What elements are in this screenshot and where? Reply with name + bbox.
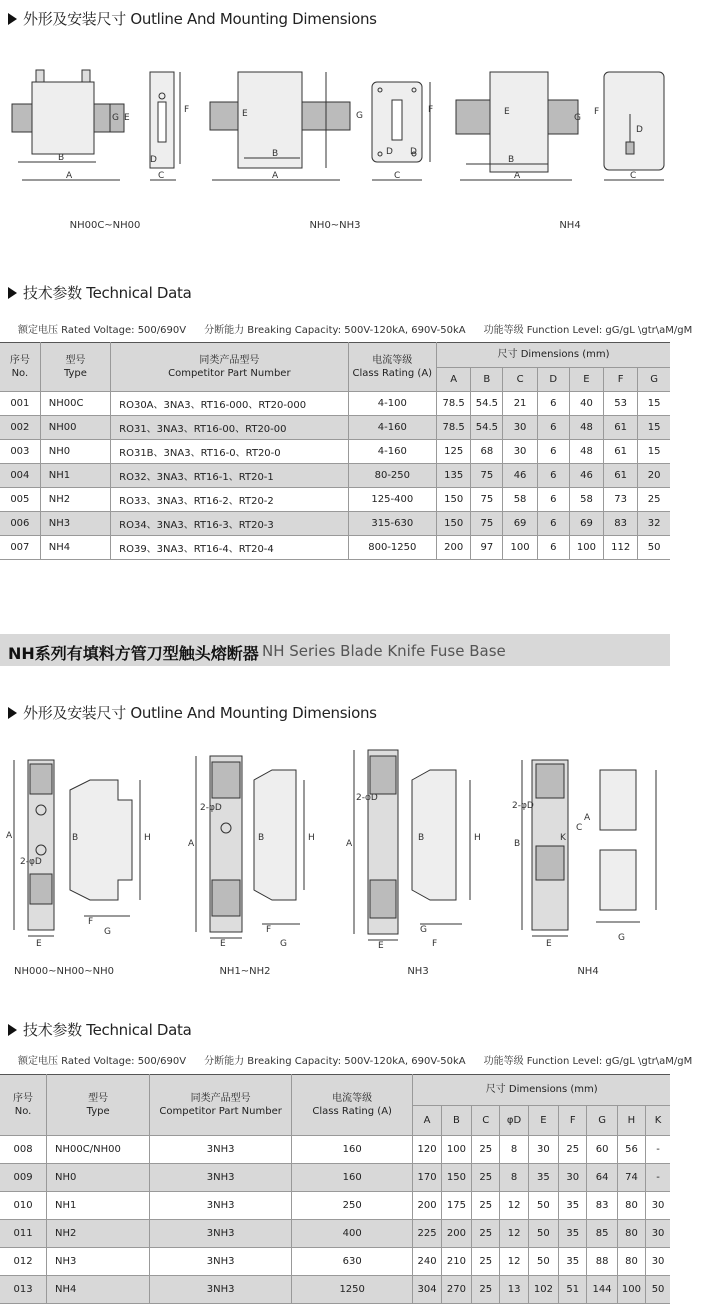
table-cell: 88 — [587, 1248, 617, 1276]
banner-title: NH系列有填料方管刀型触头熔断器 — [8, 644, 259, 663]
params-line-1 — [18, 321, 710, 336]
table-cell: 25 — [472, 1220, 500, 1248]
svg-text:E: E — [378, 941, 384, 951]
table-cell: 200 — [437, 536, 471, 560]
table-cell: 400 — [291, 1220, 412, 1248]
function-level: 功能等级 Function Level: gG/gL \gtr\aM/gM — [483, 325, 693, 336]
svg-text:C: C — [576, 823, 583, 833]
table-cell: NH2 — [47, 1220, 150, 1248]
table-cell: 13 — [500, 1276, 528, 1304]
col-no: 序号 No. — [0, 343, 40, 392]
outline-title-1: 外形及安装尺寸 Outline And Mounting Dimensions — [8, 8, 377, 29]
table-cell: RO31、3NA3、RT16-00、RT20-00 — [111, 416, 348, 440]
table-cell: 25 — [559, 1136, 587, 1164]
svg-text:B: B — [272, 149, 279, 159]
table-cell: 6 — [537, 512, 569, 536]
svg-text:B: B — [258, 833, 265, 843]
table-row — [0, 1164, 670, 1192]
table-cell: 304 — [413, 1276, 441, 1304]
dim-col-header: H — [617, 1105, 645, 1136]
table-cell: 48 — [569, 440, 603, 464]
function-level: 功能等级 Function Level: gG/gL \gtr\aM/gM — [483, 1056, 693, 1067]
table-cell: NH1 — [47, 1192, 150, 1220]
svg-text:F: F — [432, 939, 438, 949]
table-cell: 6 — [537, 416, 569, 440]
table-row — [0, 416, 670, 440]
table-cell: 150 — [437, 488, 471, 512]
svg-text:A: A — [6, 831, 13, 841]
table-cell: 004 — [0, 464, 40, 488]
svg-text:F: F — [184, 105, 190, 115]
tech-title-2: 技术参数 Technical Data — [8, 1019, 192, 1040]
svg-text:A: A — [584, 813, 591, 823]
table-cell: NH00 — [40, 416, 110, 440]
table-cell: NH4 — [40, 536, 110, 560]
drawing-caption-nh4: NH4 — [559, 220, 581, 231]
table-row — [0, 1248, 670, 1276]
table-row — [0, 512, 670, 536]
table-cell: 78.5 — [437, 416, 471, 440]
table-cell: 73 — [604, 488, 638, 512]
table-cell: 75 — [471, 464, 503, 488]
table-cell: 6 — [537, 392, 569, 416]
table-cell: 54.5 — [471, 416, 503, 440]
svg-text:G: G — [112, 113, 119, 123]
table-cell: 64 — [587, 1164, 617, 1192]
dim-col-header: B — [441, 1105, 471, 1136]
svg-text:G: G — [356, 111, 363, 121]
svg-text:F: F — [428, 105, 434, 115]
table-cell: 6 — [537, 440, 569, 464]
svg-text:E: E — [546, 939, 552, 949]
table-cell: 50 — [528, 1192, 558, 1220]
table-cell: 80 — [617, 1220, 645, 1248]
table-cell: 4-100 — [348, 392, 437, 416]
table-cell: 69 — [569, 512, 603, 536]
col-dimensions: 尺寸 Dimensions (mm) — [437, 343, 670, 368]
table-cell: 97 — [471, 536, 503, 560]
dim-col-header: B — [471, 367, 503, 392]
table-cell: 60 — [587, 1136, 617, 1164]
svg-text:E: E — [124, 113, 130, 123]
table-cell: RO32、3NA3、RT16-1、RT20-1 — [111, 464, 348, 488]
table-cell: 009 — [0, 1164, 47, 1192]
table-cell: 170 — [413, 1164, 441, 1192]
svg-text:E: E — [504, 107, 510, 117]
params-line-2 — [18, 1052, 710, 1067]
table-cell: 005 — [0, 488, 40, 512]
table-cell: 75 — [471, 512, 503, 536]
table-row — [0, 1192, 670, 1220]
table-cell: 120 — [413, 1136, 441, 1164]
table-cell: 007 — [0, 536, 40, 560]
triangle-bullet-icon — [8, 707, 17, 719]
col-type: 型号 Type — [47, 1075, 150, 1136]
table-cell: 3NH3 — [150, 1192, 292, 1220]
table-cell: 210 — [441, 1248, 471, 1276]
svg-text:A: A — [346, 839, 353, 849]
table-cell: 8 — [500, 1164, 528, 1192]
table-cell: 35 — [559, 1192, 587, 1220]
table-cell: 30 — [528, 1136, 558, 1164]
table-cell: 74 — [617, 1164, 645, 1192]
table-cell: 25 — [638, 488, 670, 512]
col-competitor: 同类产品型号 Competitor Part Number — [111, 343, 348, 392]
product-banner — [0, 634, 670, 666]
rated-voltage: 额定电压 Rated Voltage: 500/690V — [18, 1056, 187, 1067]
svg-text:B: B — [418, 833, 425, 843]
table-cell: 200 — [441, 1220, 471, 1248]
table-cell: 3NH3 — [150, 1220, 292, 1248]
drawing-caption-nh1-nh2: NH1~NH2 — [219, 966, 271, 977]
table-cell: 68 — [471, 440, 503, 464]
svg-text:G: G — [420, 925, 427, 935]
table-cell: 35 — [528, 1164, 558, 1192]
table-cell: 4-160 — [348, 440, 437, 464]
table-cell: 78.5 — [437, 392, 471, 416]
table-cell: 100 — [503, 536, 537, 560]
table-cell: 008 — [0, 1136, 47, 1164]
svg-text:E: E — [36, 939, 42, 949]
svg-text:F: F — [88, 917, 94, 927]
table-cell: 35 — [559, 1220, 587, 1248]
table-cell: 6 — [537, 488, 569, 512]
dim-col-header: G — [587, 1105, 617, 1136]
svg-text:H: H — [308, 833, 315, 843]
table-cell: 1250 — [291, 1276, 412, 1304]
table-cell: 800-1250 — [348, 536, 437, 560]
drawing-caption-nh4-base: NH4 — [577, 966, 599, 977]
table-cell: NH3 — [40, 512, 110, 536]
table-cell: 135 — [437, 464, 471, 488]
svg-text:B: B — [58, 153, 65, 163]
svg-text:A: A — [272, 171, 279, 181]
table-cell: NH1 — [40, 464, 110, 488]
table-cell: 15 — [638, 392, 670, 416]
svg-text:E: E — [242, 109, 248, 119]
table-cell: 40 — [569, 392, 603, 416]
table-cell: NH2 — [40, 488, 110, 512]
table-cell: 83 — [604, 512, 638, 536]
table-cell: 6 — [537, 536, 569, 560]
table-cell: 013 — [0, 1276, 47, 1304]
col-competitor: 同类产品型号 Competitor Part Number — [150, 1075, 292, 1136]
table-cell: RO39、3NA3、RT16-4、RT20-4 — [111, 536, 348, 560]
table-cell: NH0 — [47, 1164, 150, 1192]
table-cell: 30 — [503, 416, 537, 440]
svg-text:D: D — [386, 147, 393, 157]
table-cell: 010 — [0, 1192, 47, 1220]
table-row — [0, 536, 670, 560]
svg-text:F: F — [266, 925, 272, 935]
tech-title-1: 技术参数 Technical Data — [8, 282, 192, 303]
table-cell: 80-250 — [348, 464, 437, 488]
table-cell: 54.5 — [471, 392, 503, 416]
table-cell: 75 — [471, 488, 503, 512]
table-cell: 46 — [503, 464, 537, 488]
dim-col-header: φD — [500, 1105, 528, 1136]
table-cell: 002 — [0, 416, 40, 440]
drawing-caption-nh000: NH000~NH00~NH0 — [14, 966, 114, 977]
table-cell: - — [646, 1136, 670, 1164]
svg-text:2-φD: 2-φD — [200, 803, 222, 813]
svg-text:C: C — [394, 171, 401, 181]
table-cell: 102 — [528, 1276, 558, 1304]
table-cell: 100 — [569, 536, 603, 560]
table-cell: 003 — [0, 440, 40, 464]
table-cell: 3NH3 — [150, 1248, 292, 1276]
table-cell: 225 — [413, 1220, 441, 1248]
table-cell: 50 — [638, 536, 670, 560]
table-cell: NH0 — [40, 440, 110, 464]
table-cell: 250 — [291, 1192, 412, 1220]
table-cell: NH3 — [47, 1248, 150, 1276]
table-cell: 15 — [638, 440, 670, 464]
table-cell: 3NH3 — [150, 1276, 292, 1304]
svg-text:A: A — [188, 839, 195, 849]
col-class-rating: 电流等级 Class Rating (A) — [348, 343, 437, 392]
table-cell: 160 — [291, 1136, 412, 1164]
table-cell: 200 — [413, 1192, 441, 1220]
table-cell: 15 — [638, 416, 670, 440]
triangle-bullet-icon — [8, 13, 17, 25]
svg-text:C: C — [158, 171, 165, 181]
col-dimensions: 尺寸 Dimensions (mm) — [413, 1075, 670, 1106]
svg-text:B: B — [72, 833, 79, 843]
dim-col-header: F — [559, 1105, 587, 1136]
table-cell: 30 — [646, 1220, 670, 1248]
svg-text:F: F — [594, 107, 600, 117]
table-cell: 6 — [537, 464, 569, 488]
dim-col-header: E — [528, 1105, 558, 1136]
table-cell: 150 — [441, 1164, 471, 1192]
table-cell: 12 — [500, 1248, 528, 1276]
table-cell: NH00C/NH00 — [47, 1136, 150, 1164]
table-cell: 112 — [604, 536, 638, 560]
table-cell: 83 — [587, 1192, 617, 1220]
svg-text:G: G — [574, 113, 581, 123]
table-cell: 21 — [503, 392, 537, 416]
table-cell: 56 — [617, 1136, 645, 1164]
col-type: 型号 Type — [40, 343, 110, 392]
drawing-caption-nh00c: NH00C~NH00 — [69, 220, 141, 231]
rated-voltage: 额定电压 Rated Voltage: 500/690V — [18, 325, 187, 336]
table-cell: 46 — [569, 464, 603, 488]
table-cell: 58 — [569, 488, 603, 512]
table-cell: 175 — [441, 1192, 471, 1220]
table-cell: 51 — [559, 1276, 587, 1304]
table-cell: 20 — [638, 464, 670, 488]
table-cell: 61 — [604, 440, 638, 464]
table-cell: 001 — [0, 392, 40, 416]
dim-col-header: C — [472, 1105, 500, 1136]
svg-text:H: H — [474, 833, 481, 843]
svg-text:B: B — [514, 839, 521, 849]
table-cell: 012 — [0, 1248, 47, 1276]
table-cell: 80 — [617, 1248, 645, 1276]
tech-table-1 — [0, 342, 670, 560]
triangle-bullet-icon — [8, 287, 17, 299]
table-cell: 61 — [604, 464, 638, 488]
table-cell: 4-160 — [348, 416, 437, 440]
svg-text:B: B — [508, 155, 515, 165]
dim-col-header: E — [569, 367, 603, 392]
svg-text:G: G — [618, 933, 625, 943]
table-cell: 48 — [569, 416, 603, 440]
table-cell: 50 — [528, 1220, 558, 1248]
col-no: 序号 No. — [0, 1075, 47, 1136]
table-cell: 150 — [437, 512, 471, 536]
table-row — [0, 440, 670, 464]
table-row — [0, 464, 670, 488]
col-class-rating: 电流等级 Class Rating (A) — [291, 1075, 412, 1136]
svg-text:D: D — [150, 155, 157, 165]
table-cell: 50 — [646, 1276, 670, 1304]
table-cell: 25 — [472, 1276, 500, 1304]
drawing-caption-nh3: NH3 — [407, 966, 429, 977]
table-cell: 85 — [587, 1220, 617, 1248]
table-cell: 100 — [441, 1136, 471, 1164]
dim-col-header: A — [437, 367, 471, 392]
dim-col-header: D — [537, 367, 569, 392]
table-cell: NH00C — [40, 392, 110, 416]
svg-text:D: D — [636, 125, 643, 135]
dim-col-header: C — [503, 367, 537, 392]
svg-text:G: G — [280, 939, 287, 949]
table-cell: 8 — [500, 1136, 528, 1164]
table-cell: RO31B、3NA3、RT16-0、RT20-0 — [111, 440, 348, 464]
svg-text:C: C — [630, 171, 637, 181]
table-cell: RO34、3NA3、RT16-3、RT20-3 — [111, 512, 348, 536]
svg-text:A: A — [66, 171, 73, 181]
table-cell: - — [646, 1164, 670, 1192]
table-cell: 30 — [559, 1164, 587, 1192]
dim-col-header: A — [413, 1105, 441, 1136]
table-cell: 3NH3 — [150, 1136, 292, 1164]
drawing-caption-nh0-nh3: NH0~NH3 — [309, 220, 361, 231]
table-cell: NH4 — [47, 1276, 150, 1304]
fuse-drawings-1 — [0, 52, 670, 212]
table-cell: 315-630 — [348, 512, 437, 536]
dim-col-header: F — [604, 367, 638, 392]
svg-text:A: A — [514, 171, 521, 181]
table-cell: 160 — [291, 1164, 412, 1192]
table-cell: 12 — [500, 1192, 528, 1220]
table-row — [0, 392, 670, 416]
table-cell: 12 — [500, 1220, 528, 1248]
table-cell: 011 — [0, 1220, 47, 1248]
svg-text:G: G — [104, 927, 111, 937]
table-cell: 25 — [472, 1164, 500, 1192]
svg-text:2-φD: 2-φD — [20, 857, 42, 867]
table-cell: 630 — [291, 1248, 412, 1276]
tech-table-2 — [0, 1074, 670, 1304]
table-cell: 61 — [604, 416, 638, 440]
table-cell: 125-400 — [348, 488, 437, 512]
banner-overlay: NH Series Blade Knife Fuse Base — [262, 642, 506, 660]
table-cell: 53 — [604, 392, 638, 416]
breaking-capacity: 分断能力 Breaking Capacity: 500V-120kA, 690V-50kA — [204, 1056, 466, 1067]
outline-title-2: 外形及安装尺寸 Outline And Mounting Dimensions — [8, 702, 377, 723]
svg-text:2-φD: 2-φD — [512, 801, 534, 811]
table-cell: 006 — [0, 512, 40, 536]
table-cell: 30 — [646, 1192, 670, 1220]
table-cell: 80 — [617, 1192, 645, 1220]
table-cell: RO30A、3NA3、RT16-000、RT20-000 — [111, 392, 348, 416]
table-cell: 30 — [646, 1248, 670, 1276]
table-cell: 125 — [437, 440, 471, 464]
svg-text:K: K — [560, 833, 566, 843]
table-cell: 35 — [559, 1248, 587, 1276]
table-cell: 30 — [503, 440, 537, 464]
table-cell: 50 — [528, 1248, 558, 1276]
table-row — [0, 1136, 670, 1164]
table-cell: RO33、3NA3、RT16-2、RT20-2 — [111, 488, 348, 512]
table-row — [0, 488, 670, 512]
fuse-base-drawings — [0, 740, 670, 952]
dim-col-header: K — [646, 1105, 670, 1136]
table-cell: 240 — [413, 1248, 441, 1276]
table-row — [0, 1276, 670, 1304]
table-cell: 58 — [503, 488, 537, 512]
svg-text:H: H — [144, 833, 151, 843]
triangle-bullet-icon — [8, 1024, 17, 1036]
breaking-capacity: 分断能力 Breaking Capacity: 500V-120kA, 690V-50kA — [204, 325, 466, 336]
table-row — [0, 1220, 670, 1248]
table-cell: 25 — [472, 1248, 500, 1276]
table-cell: 25 — [472, 1192, 500, 1220]
svg-text:D: D — [410, 147, 417, 157]
table-cell: 25 — [472, 1136, 500, 1164]
svg-text:2-φD: 2-φD — [356, 793, 378, 803]
svg-text:E: E — [220, 939, 226, 949]
table-cell: 270 — [441, 1276, 471, 1304]
table-cell: 144 — [587, 1276, 617, 1304]
table-cell: 32 — [638, 512, 670, 536]
table-cell: 3NH3 — [150, 1164, 292, 1192]
dim-col-header: G — [638, 367, 670, 392]
table-cell: 69 — [503, 512, 537, 536]
table-cell: 100 — [617, 1276, 645, 1304]
